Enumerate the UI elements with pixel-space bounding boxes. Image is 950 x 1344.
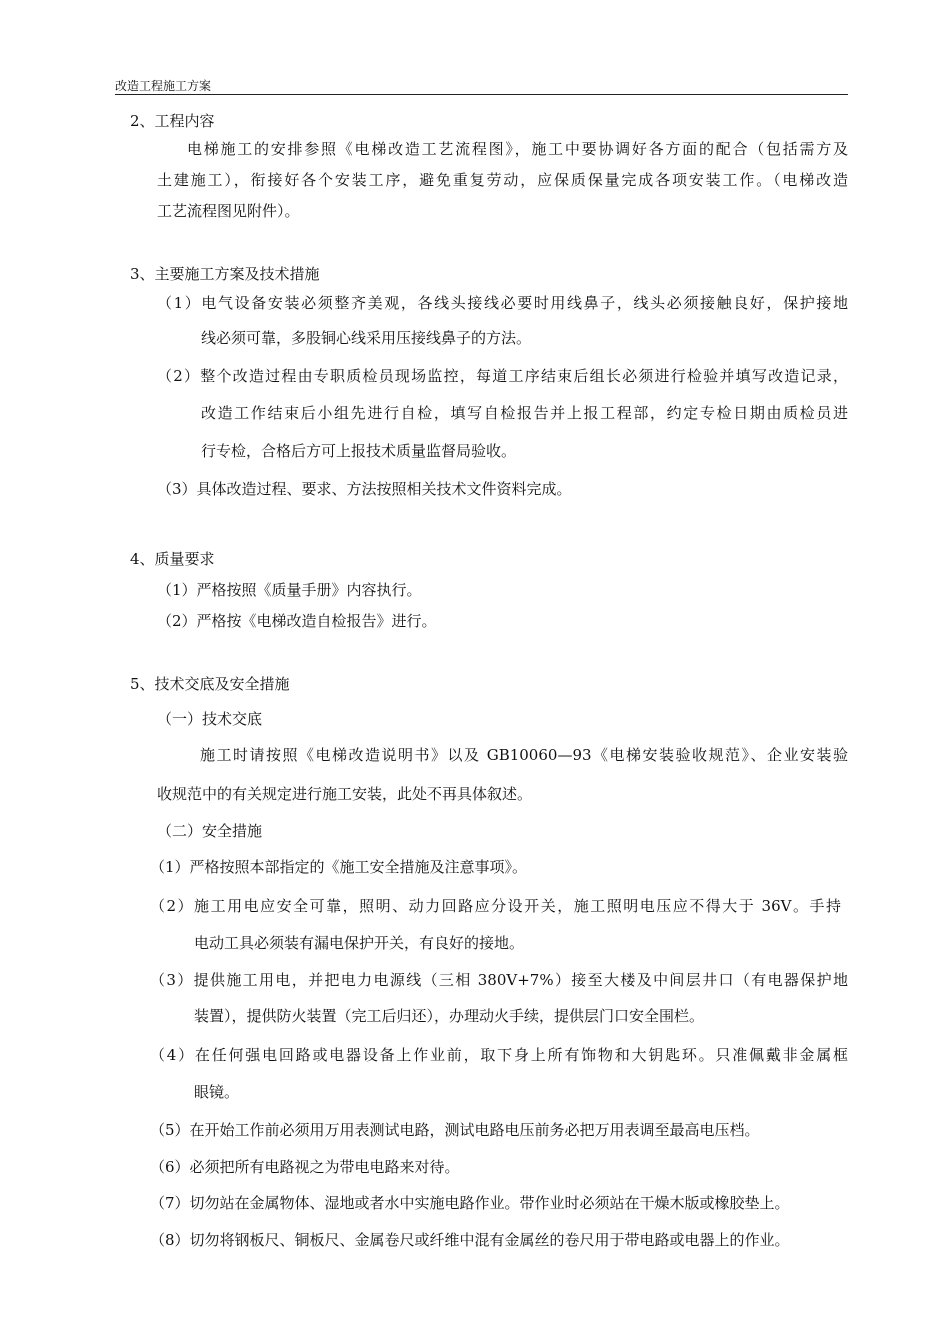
safety-item-7: （7）切勿站在金属物体、湿地或者水中实施电路作业。带作业时必须站在干燥木版或橡胶垫上。 [150, 1194, 790, 1212]
section-3-item-1-line: 线必须可靠，多股铜心线采用压接线鼻子的方法。 [201, 329, 532, 347]
safety-item-3-line: 装置），提供防火装置（完工后归还），办理动火手续，提供层门口安全围栏。 [194, 1007, 705, 1025]
section-3-item-1-line: （1）电气设备安装必须整齐美观，各线头接线必要时用线鼻子，线头必须接触良好，保护接地 [157, 294, 848, 312]
section-2-para-line: 工艺流程图见附件）。 [157, 202, 300, 220]
section-3-item-2-line: （2）整个改造过程由专职质检员现场监控，每道工序结束后组长必须进行检验并填写改造记录， [157, 367, 848, 385]
section-3-item-3: （3）具体改造过程、要求、方法按照相关技术文件资料完成。 [157, 480, 572, 498]
section-4-item-2: （2）严格按《电梯改造自检报告》进行。 [157, 612, 437, 630]
section-3-heading: 3、主要施工方案及技术措施 [130, 265, 320, 283]
section-5-subheading-2: （二）安全措施 [157, 822, 263, 840]
safety-item-2-line: （2）施工用电应安全可靠，照明、动力回路应分设开关，施工照明电压应不得大于 36V。手持 [150, 897, 841, 915]
safety-item-5: （5）在开始工作前必须用万用表测试电路，测试电路电压前务必把万用表调至最高电压档。 [150, 1121, 760, 1139]
section-5-heading: 5、技术交底及安全措施 [130, 675, 290, 693]
safety-item-1: （1）严格按照本部指定的《施工安全措施及注意事项》。 [150, 858, 528, 876]
section-5-para-line: 施工时请按照《电梯改造说明书》以及 GB10060—93《电梯安装验收规范》、企业安装验 [200, 746, 848, 764]
safety-item-3-line: （3）提供施工用电，并把电力电源线（三相 380V+7%）接至大楼及中间层井口（有电器保护地 [150, 971, 848, 989]
safety-item-2-line: 电动工具必须装有漏电保护开关，有良好的接地。 [194, 934, 525, 952]
section-2-heading: 2、工程内容 [130, 112, 215, 130]
safety-item-6: （6）必须把所有电路视之为带电电路来对待。 [150, 1158, 460, 1176]
section-3-item-2-line: 行专检，合格后方可上报技术质量监督局验收。 [201, 442, 517, 460]
section-4-item-1: （1）严格按照《质量手册》内容执行。 [157, 581, 422, 599]
section-3-item-2-line: 改造工作结束后小组先进行自检，填写自检报告并上报工程部，约定专检日期由质检员进 [201, 404, 848, 422]
safety-item-4-line: 眼镜。 [194, 1083, 240, 1101]
safety-item-8: （8）切勿将钢板尺、铜板尺、金属卷尺或纤维中混有金属丝的卷尺用于带电路或电器上的作业。 [150, 1231, 790, 1249]
section-2-para-line: 土建施工），衔接好各个安装工序，避免重复劳动，应保质保量完成各项安装工作。（电梯改造 [157, 171, 848, 189]
safety-item-4-line: （4）在任何强电回路或电器设备上作业前，取下身上所有饰物和大钥匙环。只准佩戴非金属框 [150, 1046, 848, 1064]
section-5-subheading-1: （一）技术交底 [157, 710, 263, 728]
page-header: 改造工程施工方案 [115, 79, 848, 95]
section-5-para-line: 收规范中的有关规定进行施工安装，此处不再具体叙述。 [157, 785, 533, 803]
section-2-para-line: 电梯施工的安排参照《电梯改造工艺流程图》，施工中要协调好各方面的配合（包括需方及 [187, 140, 848, 158]
section-4-heading: 4、质量要求 [130, 550, 215, 568]
